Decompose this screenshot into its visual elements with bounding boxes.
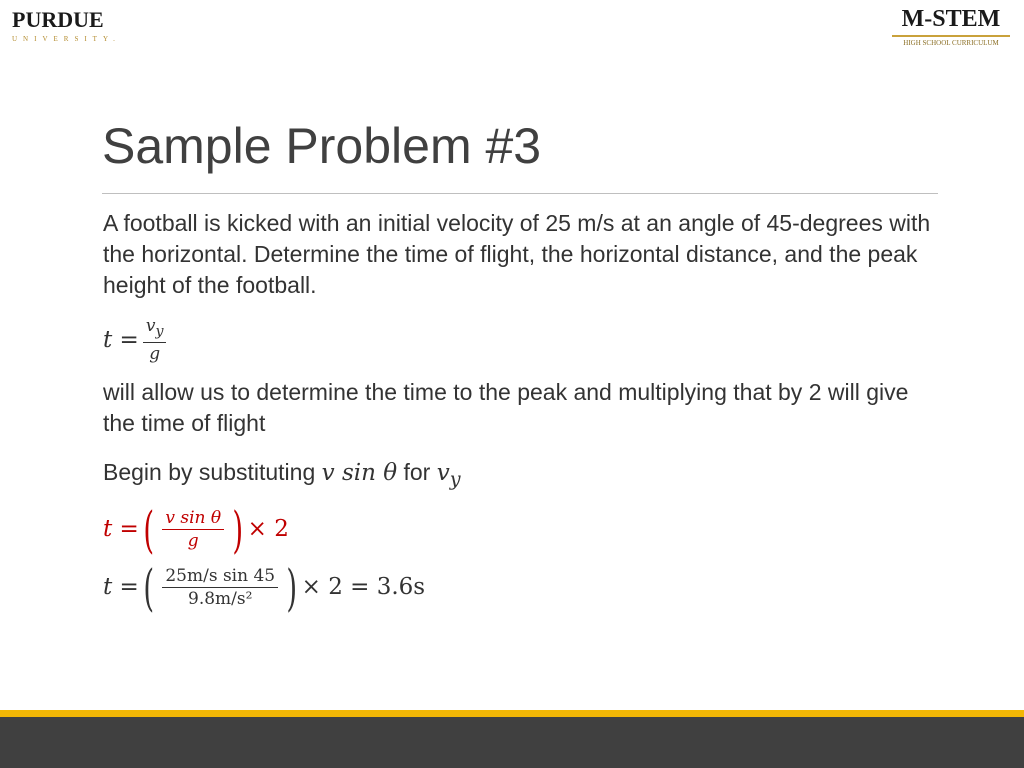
fraction-denominator: g	[149, 344, 161, 365]
equation-lhs: t =	[103, 574, 139, 601]
fraction-denominator: 9.8m/s²	[188, 589, 253, 610]
left-paren: (	[143, 558, 154, 617]
equation-time-to-peak	[103, 315, 943, 365]
footer-gold-band	[0, 710, 1024, 717]
equation-lhs: t =	[103, 326, 139, 353]
mstem-logo-name: M-STEM	[901, 6, 1001, 32]
equation-rhs: × 2	[247, 516, 289, 543]
purdue-logo-name: PURDUE	[12, 7, 104, 32]
right-paren: )	[232, 500, 244, 559]
equation-fraction	[162, 507, 224, 552]
purdue-logo	[12, 8, 142, 43]
fraction-numerator: v sin θ	[165, 508, 222, 529]
purdue-logo-sub: UNIVERSITY.	[12, 35, 121, 43]
equation-lhs: t =	[103, 516, 139, 543]
substitution-text: Begin by substituting v sin θ for $v_y$	[103, 459, 461, 491]
equation-time-of-flight	[103, 500, 943, 559]
fraction-numerator: 25m/s sin 45	[165, 566, 276, 587]
right-paren: )	[286, 558, 298, 617]
title-divider	[102, 193, 938, 194]
equation-fraction	[162, 565, 278, 610]
problem-statement: A football is kicked with an initial velocity of 25 m/s at an angle of 45-degrees with the horizontal. Determine the time of flight, the horizontal distance, and the peak height of the football.	[103, 210, 931, 298]
explanation-text: will allow us to determine the time to the peak and multiplying that by 2 will give the time of flight	[103, 379, 909, 437]
fraction-numerator: $v_y$	[145, 316, 164, 340]
equation-numeric-result	[103, 558, 943, 617]
equation-rhs: × 2 = 3.6s	[301, 574, 426, 601]
mstem-logo-rule	[892, 35, 1010, 37]
fraction-denominator: g	[187, 531, 199, 552]
left-paren: (	[143, 500, 154, 559]
mstem-logo	[890, 6, 1012, 47]
slide-title: Sample Problem #3	[102, 118, 542, 174]
equation-fraction	[143, 315, 167, 365]
footer-dark-band	[0, 717, 1024, 768]
slide-content	[103, 208, 943, 617]
mstem-logo-sub: HIGH SCHOOL CURRICULUM	[903, 39, 999, 47]
